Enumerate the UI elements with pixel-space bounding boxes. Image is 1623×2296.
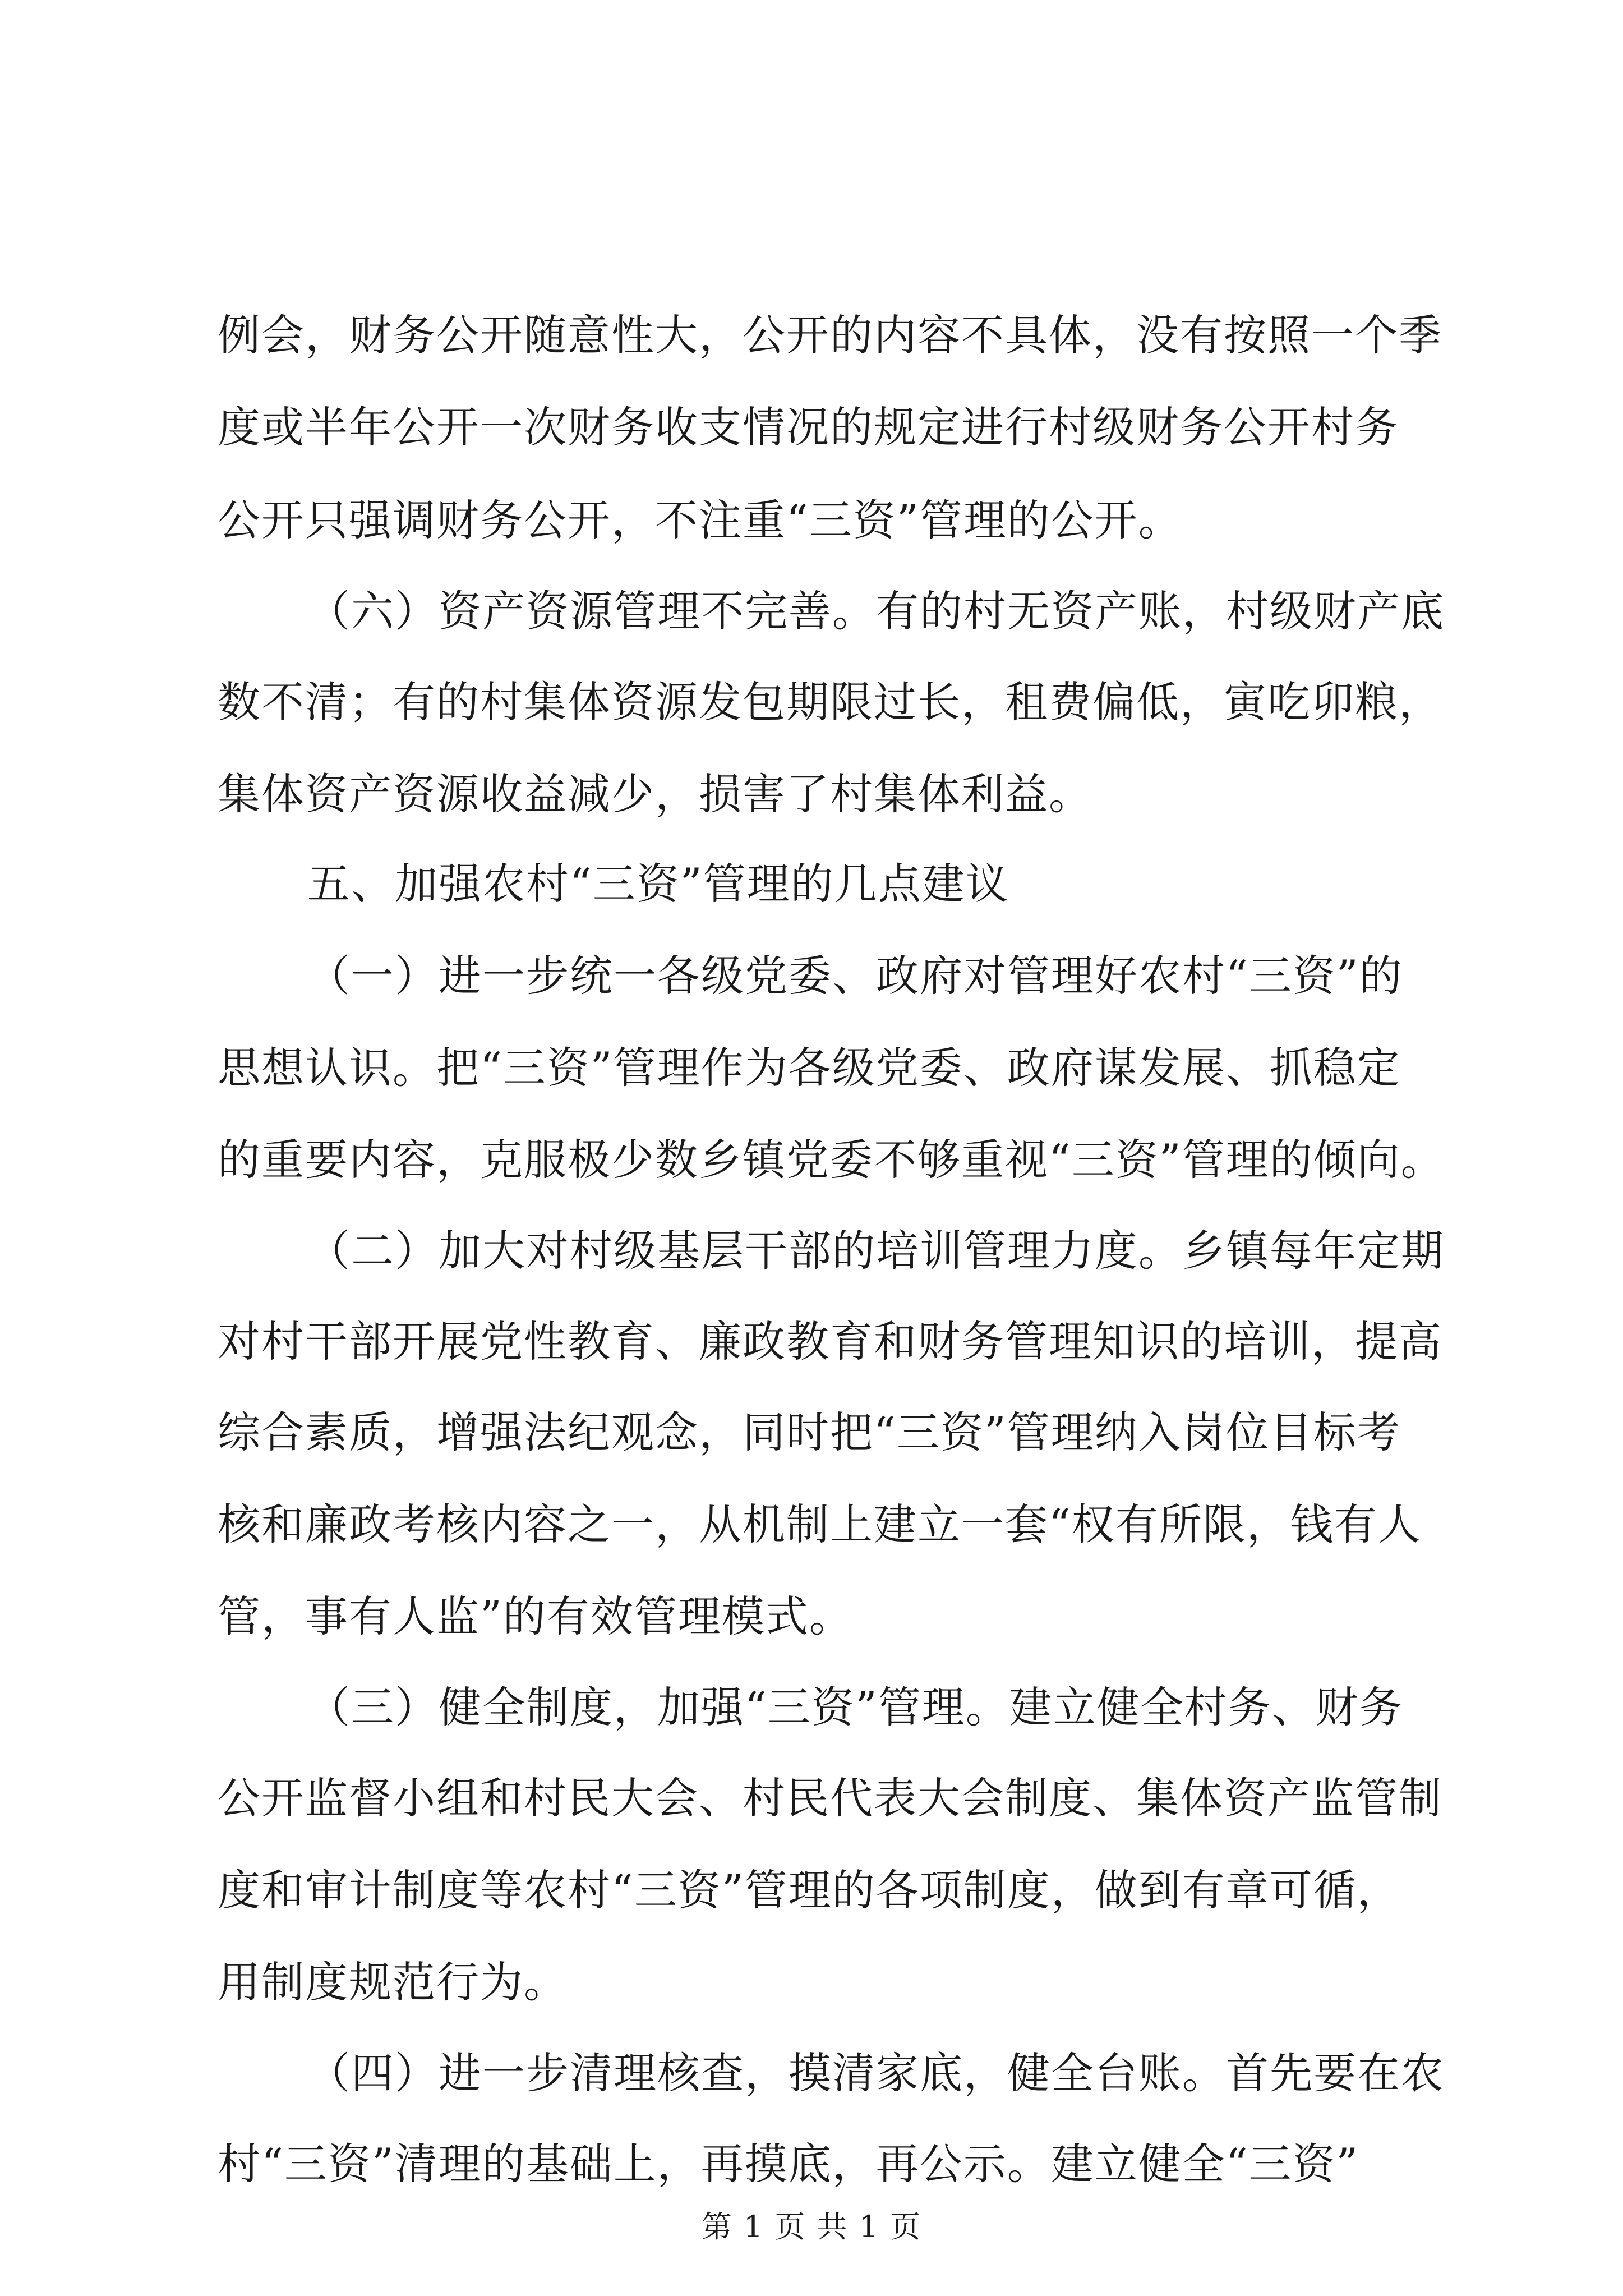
body-text-line: 公开只强调财务公开，不注重“三资”管理的公开。 (218, 495, 1182, 545)
body-text-line: （一）进一步统一各级党委、政府对管理好农村“三资”的 (307, 951, 1403, 1001)
body-text-line: 用制度规范行为。 (218, 1957, 568, 2007)
body-text-line: 管，事有人监”的有效管理模式。 (218, 1591, 853, 1641)
body-text-line: 度或半年公开一次财务收支情况的规定进行村级财务公开村务 (218, 402, 1399, 452)
body-text-line: 思想认识。把“三资”管理作为各级党委、政府谋发展、抓稳定 (218, 1043, 1401, 1093)
body-text-line: （四）进一步清理核查，摸清家底，健全台账。首先要在农 (307, 2048, 1445, 2098)
body-text-line: 集体资产资源收益减少，损害了村集体利益。 (218, 769, 1092, 819)
body-text-line: 的重要内容，克服极少数乡镇党委不够重视“三资”管理的倾向。 (218, 1135, 1445, 1185)
body-text-line: （三）健全制度，加强“三资”管理。建立健全村务、财务 (307, 1682, 1403, 1732)
body-text-line: 核和廉政考核内容之一，从机制上建立一套“权有所限，钱有人 (218, 1499, 1422, 1549)
body-text-line: （二）加大对村级基层干部的培训管理力度。乡镇每年定期 (307, 1226, 1445, 1276)
page-number-footer: 第 1 页 共 1 页 (701, 2209, 922, 2244)
body-text-line: 对村干部开展党性教育、廉政教育和财务管理知识的培训，提高 (218, 1317, 1442, 1366)
body-text-line: 数不清；有的村集体资源发包期限过长，租费偏低，寅吃卯粮， (218, 677, 1442, 727)
body-text-line: 例会，财务公开随意性大，公开的内容不具体，没有按照一个季 (218, 310, 1442, 360)
section-heading: 五、加强农村“三资”管理的几点建议 (307, 859, 1009, 909)
body-text-line: 度和审计制度等农村“三资”管理的各项制度，做到有章可循， (218, 1865, 1401, 1915)
body-text-line: 公开监督小组和村民大会、村民代表大会制度、集体资产监管制 (218, 1773, 1442, 1823)
body-text-line: 综合素质，增强法纪观念，同时把“三资”管理纳入岗位目标考 (218, 1407, 1401, 1457)
body-text-line: （六）资产资源管理不完善。有的村无资产账，村级财产底 (307, 586, 1445, 636)
body-text-line: 村“三资”清理的基础上，再摸底，再公示。建立健全“三资” (218, 2139, 1359, 2189)
